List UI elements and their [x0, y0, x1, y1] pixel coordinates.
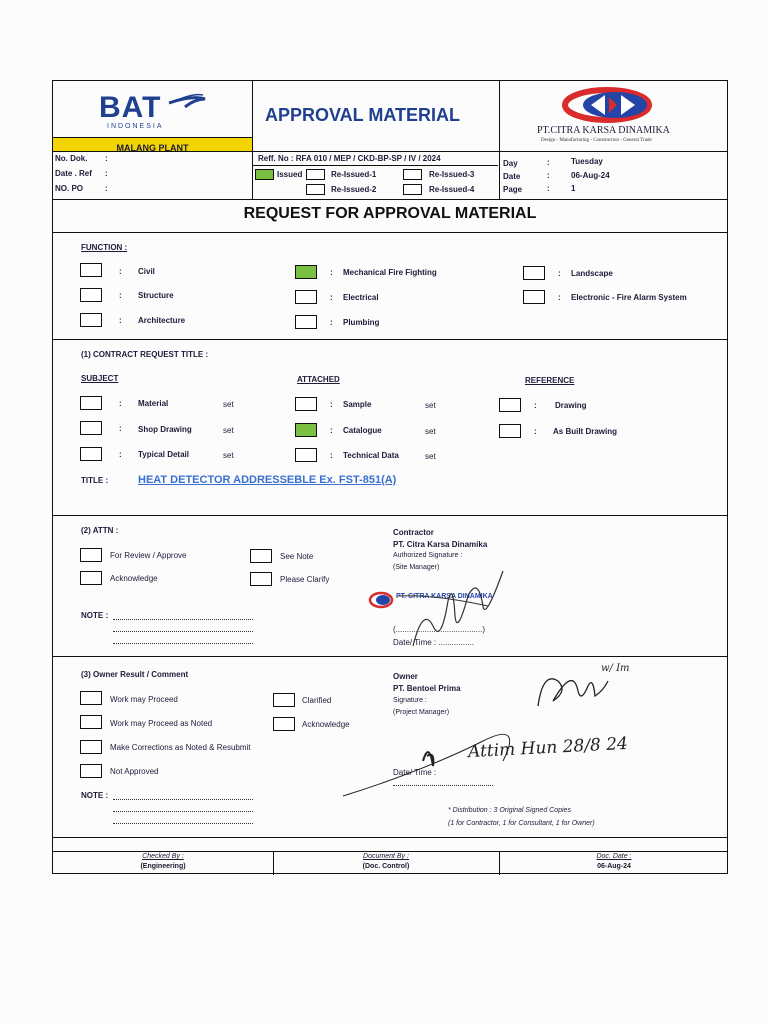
- doc-date-value: 06-Aug-24: [597, 863, 631, 870]
- colon: :: [330, 293, 333, 302]
- civil-label: Civil: [138, 267, 155, 276]
- distribution: * Distribution : 3 Original Signed Copies: [448, 807, 571, 814]
- plumbing-label: Plumbing: [343, 318, 380, 327]
- plant-label-text: MALANG PLANT: [116, 143, 189, 153]
- for-review-label: For Review / Approve: [110, 551, 187, 560]
- owner-date-time: Date/ Time :: [393, 768, 437, 777]
- note-line: [113, 799, 253, 800]
- colon: :: [547, 184, 550, 193]
- colon: :: [330, 400, 333, 409]
- electrical-checkbox[interactable]: [295, 290, 317, 304]
- bat-logo: [97, 93, 207, 139]
- drawing-label: Drawing: [555, 401, 587, 410]
- owner-acknowledge-checkbox[interactable]: [273, 717, 295, 731]
- colon: :: [119, 450, 122, 459]
- contractor-tagline: Design - Manufacturing - Construction - General Trade: [541, 138, 652, 143]
- owner-label: Owner: [393, 672, 418, 681]
- re-issued-4-checkbox[interactable]: [403, 184, 422, 195]
- colon: :: [330, 451, 333, 460]
- see-note-label: See Note: [280, 552, 314, 561]
- owner-heading: (3) Owner Result / Comment: [81, 670, 189, 679]
- work-may-proceed-noted-label: Work may Proceed as Noted: [110, 719, 213, 728]
- divider: [53, 837, 727, 838]
- catalogue-label: Catalogue: [343, 426, 382, 435]
- architecture-label: Architecture: [138, 316, 186, 325]
- no-dok-label: No. Dok.: [55, 154, 88, 163]
- site-manager-role: (Site Manager): [393, 564, 440, 571]
- divider: [252, 165, 498, 166]
- landscape-label: Landscape: [571, 269, 613, 278]
- document-by-label: Document By :: [363, 853, 409, 860]
- divider: [53, 656, 727, 657]
- attn-heading: (2) ATTN :: [81, 526, 119, 535]
- colon: :: [119, 267, 122, 276]
- set-label: set: [425, 401, 436, 410]
- colon: :: [105, 154, 108, 163]
- as-built-drawing-label: As Built Drawing: [553, 427, 618, 436]
- colon: :: [547, 158, 550, 167]
- divider: [499, 81, 500, 200]
- acknowledge-checkbox[interactable]: [80, 571, 102, 585]
- re-issued-1-label: Re-Issued-1: [331, 170, 377, 179]
- reference-heading: REFERENCE: [525, 376, 575, 385]
- colon: :: [534, 427, 537, 436]
- architecture-checkbox[interactable]: [80, 313, 102, 327]
- note-line: [113, 631, 253, 632]
- set-label: set: [223, 451, 234, 460]
- sample-label: Sample: [343, 400, 372, 409]
- clarified-checkbox[interactable]: [273, 693, 295, 707]
- re-issued-3-label: Re-Issued-3: [429, 170, 475, 179]
- divider: [53, 199, 727, 200]
- date-label: Date: [503, 172, 521, 181]
- shop-drawing-label: Shop Drawing: [138, 425, 192, 434]
- re-issued-4-label: Re-Issued-4: [429, 185, 475, 194]
- divider: [53, 232, 727, 233]
- for-review-checkbox[interactable]: [80, 548, 102, 562]
- attn-note-label: NOTE :: [81, 611, 109, 620]
- main-title: REQUEST FOR APPROVAL MATERIAL: [243, 205, 537, 222]
- contractor-label: Contractor: [393, 528, 434, 537]
- re-issued-3-checkbox[interactable]: [403, 169, 422, 180]
- plumbing-checkbox[interactable]: [295, 315, 317, 329]
- doc-date-label: Doc. Date :: [596, 853, 632, 860]
- mechanical-fire-fighting-checkbox[interactable]: [295, 265, 317, 279]
- structure-label: Structure: [138, 291, 174, 300]
- colon: :: [119, 291, 122, 300]
- note-line: [113, 643, 253, 644]
- handwritten-note: Attim Hun 28/8 24: [467, 733, 629, 763]
- issued-checkbox[interactable]: [255, 169, 274, 180]
- colon: :: [119, 316, 122, 325]
- divider: [53, 151, 727, 152]
- colon: :: [558, 269, 561, 278]
- no-po-label: NO. PO: [55, 184, 84, 193]
- colon: :: [330, 426, 333, 435]
- page-value: 1: [571, 184, 576, 193]
- date-ref-label: Date . Ref: [55, 169, 92, 178]
- re-issued-2-label: Re-Issued-2: [331, 185, 377, 194]
- issued-label: Issued: [277, 170, 303, 179]
- colon: :: [534, 401, 537, 410]
- sample-checkbox[interactable]: [295, 397, 317, 411]
- handwritten-top: w/ Im: [601, 663, 630, 674]
- divider: [252, 81, 253, 200]
- page-label: Page: [503, 185, 523, 194]
- checked-by-value: (Engineering): [140, 863, 186, 870]
- stamp-text: PT. CITRA KARSA DINAMIKA: [396, 593, 493, 600]
- civil-checkbox[interactable]: [80, 263, 102, 277]
- electrical-label: Electrical: [343, 293, 379, 302]
- project-manager-role: (Project Manager): [393, 709, 450, 716]
- see-note-checkbox[interactable]: [250, 549, 272, 563]
- divider: [53, 851, 727, 852]
- set-label: set: [223, 426, 234, 435]
- re-issued-2-checkbox[interactable]: [306, 184, 325, 195]
- set-label: set: [223, 400, 234, 409]
- note-line: [113, 619, 253, 620]
- date-value: 06-Aug-24: [571, 171, 610, 180]
- divider: [53, 339, 727, 340]
- work-may-proceed-label: Work may Proceed: [110, 695, 178, 704]
- as-built-drawing-checkbox[interactable]: [499, 424, 521, 438]
- typical-detail-checkbox[interactable]: [80, 447, 102, 461]
- owner-name: PT. Bentoel Prima: [393, 684, 461, 693]
- colon: :: [119, 399, 122, 408]
- drawing-checkbox[interactable]: [499, 398, 521, 412]
- note-line: [113, 811, 253, 812]
- technical-data-label: Technical Data: [343, 451, 399, 460]
- electronic-fire-alarm-label: Electronic - Fire Alarm System: [571, 293, 687, 302]
- day-value: Tuesday: [571, 157, 603, 166]
- title-label: TITLE :: [81, 476, 109, 485]
- colon: :: [330, 318, 333, 327]
- authorized-signature-label: Authorized Signature :: [393, 552, 463, 559]
- acknowledge-label: Acknowledge: [110, 574, 158, 583]
- colon: :: [330, 268, 333, 277]
- distribution-detail: (1 for Contractor, 1 for Consultant, 1 for Owner): [448, 820, 595, 827]
- document-by-value: (Doc. Control): [362, 863, 410, 870]
- checked-by-label: Checked By :: [142, 853, 184, 860]
- make-corrections-label: Make Corrections as Noted & Resubmit: [110, 743, 251, 752]
- colon: :: [119, 424, 122, 433]
- technical-data-checkbox[interactable]: [295, 448, 317, 462]
- colon: :: [105, 169, 108, 178]
- divider: [53, 515, 727, 516]
- not-approved-checkbox[interactable]: [80, 764, 102, 778]
- work-may-proceed-checkbox[interactable]: [80, 691, 102, 705]
- catalogue-checkbox[interactable]: [295, 423, 317, 437]
- plant-label: [53, 137, 252, 152]
- landscape-checkbox[interactable]: [523, 266, 545, 280]
- contractor-logo: [561, 87, 653, 123]
- typical-detail-label: Typical Detail: [138, 450, 189, 459]
- set-label: set: [425, 452, 436, 461]
- contractor-name: PT.CITRA KARSA DINAMIKA: [537, 125, 670, 136]
- make-corrections-checkbox[interactable]: [80, 740, 102, 754]
- owner-signature-label: Signature :: [393, 697, 427, 704]
- please-clarify-checkbox[interactable]: [250, 572, 272, 586]
- colon: :: [547, 171, 550, 180]
- approval-form: [52, 80, 728, 874]
- owner-acknowledge-label: Acknowledge: [302, 720, 350, 729]
- reff-no: Reff. No : RFA 010 / MEP / CKD-BP-SP / IV / 2024: [258, 154, 441, 163]
- contractor-date-time: Date/ Time : ................: [393, 638, 474, 647]
- title-value: HEAT DETECTOR ADDRESSEBLE Ex. FST-851(A): [138, 474, 397, 486]
- form-title: APPROVAL MATERIAL: [265, 105, 461, 125]
- function-heading: FUNCTION :: [81, 243, 128, 252]
- day-label: Day: [503, 159, 518, 168]
- re-issued-1-checkbox[interactable]: [306, 169, 325, 180]
- material-checkbox[interactable]: [80, 396, 102, 410]
- work-may-proceed-noted-checkbox[interactable]: [80, 715, 102, 729]
- structure-checkbox[interactable]: [80, 288, 102, 302]
- clarified-label: Clarified: [302, 696, 332, 705]
- electronic-fire-alarm-checkbox[interactable]: [523, 290, 545, 304]
- material-label: Material: [138, 399, 169, 408]
- colon: :: [105, 184, 108, 193]
- name-placeholder: (.......................................): [393, 625, 486, 634]
- set-label: set: [425, 427, 436, 436]
- colon: :: [558, 293, 561, 302]
- contractor-name-attn: PT. Citra Karsa Dinamika: [393, 540, 488, 549]
- bat-logo-subtext: INDONESIA: [107, 123, 164, 130]
- note-line: [113, 823, 253, 824]
- shop-drawing-checkbox[interactable]: [80, 421, 102, 435]
- subject-heading: SUBJECT: [81, 374, 119, 383]
- contract-heading: (1) CONTRACT REQUEST TITLE :: [81, 350, 209, 359]
- please-clarify-label: Please Clarify: [280, 575, 330, 584]
- owner-note-label: NOTE :: [81, 791, 109, 800]
- not-approved-label: Not Approved: [110, 767, 159, 776]
- mechanical-fire-fighting-label: Mechanical Fire Fighting: [343, 268, 437, 277]
- bat-logo-text: BAT: [99, 91, 162, 124]
- attached-heading: ATTACHED: [297, 375, 340, 384]
